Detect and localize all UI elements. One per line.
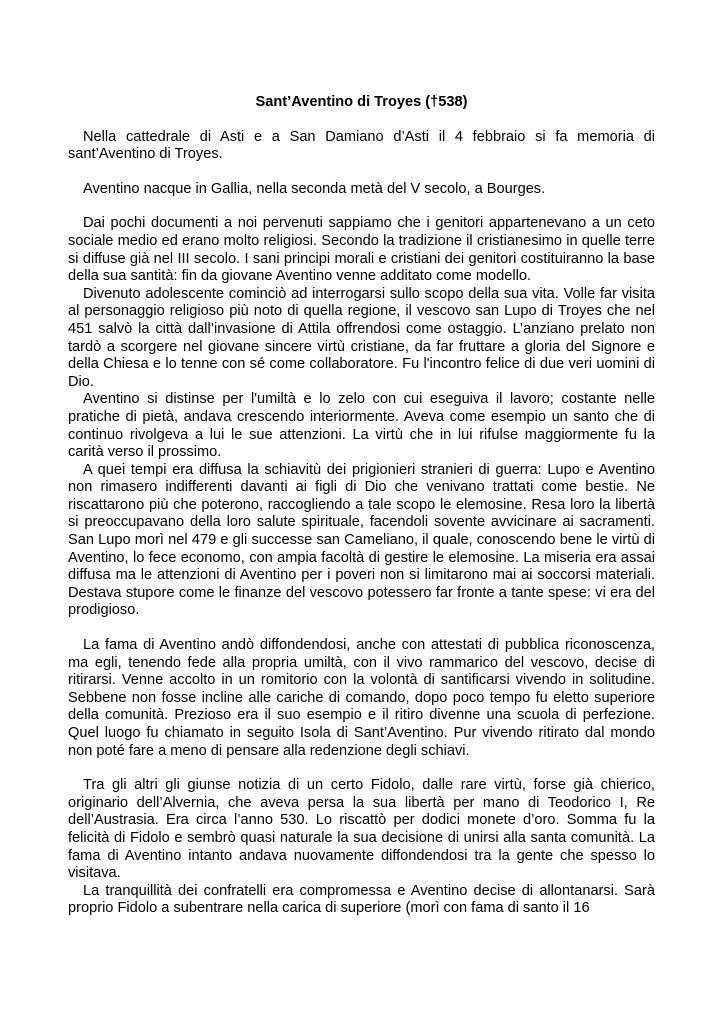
paragraph-fame: La fama di Aventino andò diffondendosi, anche con attestati di pubblica riconoscenza, ma egli, tenendo fede alla propria umiltà, con il vivo rammarico del vescovo, decise di ritirarsi. Venne accolto in un romitorio con la volontà di santificarsi vivendo in solitudine. Sebbene non fosse incline alle cariche di comando, dopo poco tempo fu eletto superiore della comunità. Prezioso era il suo esempio e il ritiro divenne una scuola di perfezione. Quel luogo fu chiamato in seguito Isola di Sant’Aventino. Pur vivendo ritirato dal mondo non poté fare a meno di pensare alla redenzione degli schiavi. <box>68 637 655 759</box>
paragraph-birth: Aventino nacque in Gallia, nella seconda metà del V secolo, a Bourges. <box>83 180 546 197</box>
document-title: Sant’Aventino di Troyes (†538) <box>255 94 468 110</box>
paragraph-intro: Nella cattedrale di Asti e a San Damiano d’Asti il 4 febbraio si fa memoria di sant’Aventino di Troyes. <box>68 128 655 163</box>
paragraph-slavery: A quei tempi era diffusa la schiavitù dei prigionieri stranieri di guerra: Lupo e Aventino non rimasero indifferenti davanti ai figli di Dio che venivano trattati come bestie. Ne riscattarono più che poterono, raccogliendo a tale scopo le elemosine. Resa loro la libertà si preoccupavano della loro salute spirituale, facendoli sovente avvicinare ai sacramenti. San Lupo morì nel 479 e gli successe san Cameliano, il quale, conoscendo bene le virtù di Aventino, lo fece economo, con ampia facoltà di gestire le elemosine. La miseria era assai diffusa ma le attenzioni di Aventino per i poveri non si limitarono mai ai soccorsi materiali. Destava stupore come le finanze del vescovo potessero far fronte a tante spese: vi era del prodigioso. <box>68 461 655 619</box>
paragraph-adolescence: Divenuto adolescente cominciò ad interrogarsi sullo scopo della sua vita. Volle far visita al personaggio religioso più noto di quella regione, il vescovo san Lupo di Troyes che nel 451 salvò la città dall’invasione di Attila offrendosi come ostaggio. L’anziano prelato non tardò a scorgere nel giovane sincere virtù cristiane, da far fruttare a gloria del Signore e della Chiesa e lo tenne con sé come collaboratore. Fu l'incontro felice di due veri uomini di Dio. <box>68 285 655 390</box>
paragraph-departure: La tranquillità dei confratelli era compromessa e Aventino decise di allontanarsi. Sarà proprio Fidolo a subentrare nella carica di superiore (morì con fama di santo il 16 <box>68 882 655 917</box>
document-page <box>68 94 655 918</box>
paragraph-humility: Aventino si distinse per l'umiltà e lo zelo con cui eseguiva il lavoro; costante nelle pratiche di pietà, andava crescendo interiormente. Aveva come esempio un santo che di continuo rivolgeva a lui le sue attenzioni. La virtù che in lui rifulse maggiormente fu la carità verso il prossimo. <box>68 391 655 461</box>
paragraph-fidolo: Tra gli altri gli giunse notizia di un certo Fidolo, dalle rare virtù, forse già chierico, originario dell’Alvernia, che aveva persa la sua libertà per mano di Teodorico I, Re dell’Austrasia. Era circa l’anno 530. Lo riscattò per dodici monete d’oro. Somma fu la felicità di Fidolo e sembrò quasi naturale la sua decisione di unirsi alla santa comunità. La fama di Aventino intanto andava nuovamente diffondendosi tra la gente che spesso lo visitava. <box>68 777 655 882</box>
paragraph-parents: Dai pochi documenti a noi pervenuti sappiamo che i genitori appartenevano a un ceto sociale medio ed erano molto religiosi. Secondo la tradizione il cristianesimo in quelle terre si diffuse già nel III secolo. I sani principi morali e cristiani dei genitori costituiranno la base della sua santità: fin da giovane Aventino venne additato come modello. <box>68 215 655 285</box>
